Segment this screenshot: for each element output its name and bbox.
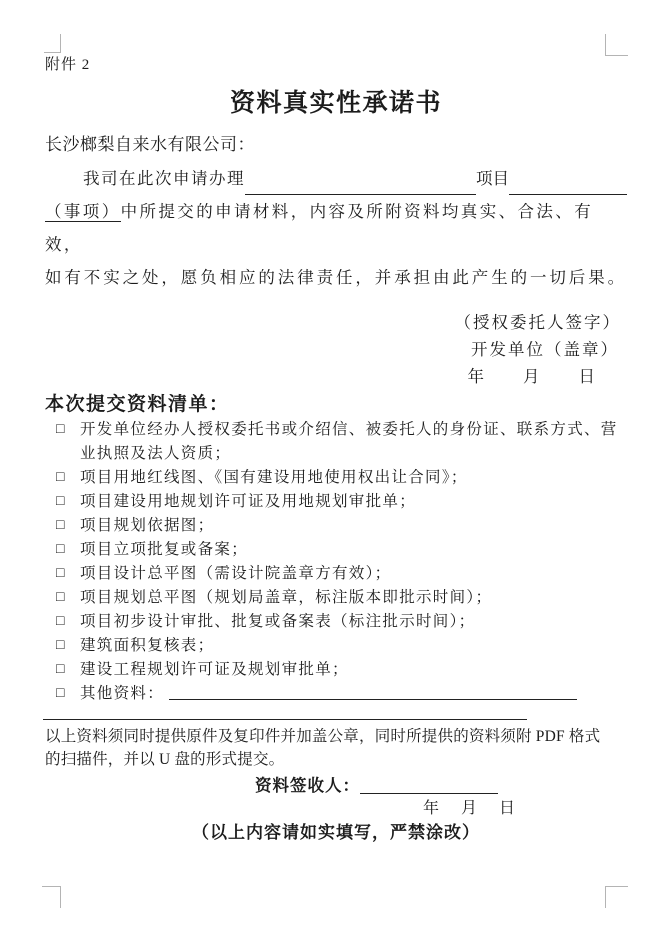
checklist-item (45, 490, 627, 514)
checklist-item-label: 项目规划总平图（规划局盖章，标注版本即批示时间）； (80, 589, 493, 606)
project-label: 项目 (476, 169, 509, 188)
checkbox-icon: □ (56, 566, 65, 581)
checkbox-icon: □ (56, 638, 65, 653)
intro-paragraph (45, 162, 627, 294)
checklist-item (45, 514, 627, 538)
checklist-item-label: 项目设计总平图（需设计院盖章方有效）； (80, 565, 392, 582)
signature-block (45, 309, 627, 390)
signature-date-line: 年 月 日 (467, 367, 597, 386)
developer-seal-line: 开发单位（盖章） (471, 340, 619, 359)
other-materials-label: 其他资料： (80, 685, 165, 702)
checkbox-icon: □ (56, 518, 65, 533)
crop-mark-bottom-right (605, 886, 628, 908)
crop-mark-top-left (44, 34, 61, 53)
intro-line-2 (45, 195, 627, 261)
checklist-item-label: 建筑面积复核表； (80, 637, 215, 654)
checkbox-icon: □ (56, 614, 65, 629)
document-title: 资料真实性承诺书 (229, 89, 442, 117)
salutation: 长沙榔梨自来水有限公司： (45, 135, 255, 154)
checklist-item-label: 项目建设用地规划许可证及用地规划审批单； (80, 493, 417, 510)
intro-lead-text: 我司在此次申请办理 (83, 169, 245, 188)
intro-line-2-text: 中所提交的申请材料，内容及所附资料均真实、合法、有效， (45, 202, 594, 254)
checkbox-icon: □ (56, 494, 65, 509)
checkbox-icon: □ (56, 590, 65, 605)
attachment-label: 附件 2 (45, 57, 91, 73)
checklist-item-label: 开发单位经办人授权委托书或介绍信、被委托人的身份证、联系方式、营业执照及法人资质； (80, 421, 618, 462)
checklist-item-label: 建设工程规划许可证及规划审批单； (80, 661, 349, 678)
checklist-item-label: 项目立项批复或备案； (80, 541, 249, 558)
checkbox-icon: □ (56, 662, 65, 677)
authorized-agent-line: （授权委托人签字） (454, 313, 621, 332)
checkbox-icon: □ (56, 542, 65, 557)
checklist-item (45, 418, 627, 466)
project-type-blank (509, 162, 627, 195)
checklist-item-label: 项目规划依据图； (80, 517, 215, 534)
project-name-blank (245, 162, 476, 195)
checklist-item-label: 项目初步设计审批、批复或备案表（标注批示时间）； (80, 613, 476, 630)
checkbox-icon: □ (56, 470, 65, 485)
item-label-underlined: （事项） (45, 202, 121, 221)
crop-mark-top-right (605, 34, 628, 56)
checklist-item (45, 586, 627, 610)
crop-mark-bottom-left (42, 886, 61, 908)
checklist-item (45, 610, 627, 634)
checklist-item-other (45, 682, 627, 706)
receiver-date-line: 年 月 日 (423, 800, 519, 817)
checklist-item (45, 466, 627, 490)
receiver-name-blank (360, 776, 498, 794)
checklist-item (45, 634, 627, 658)
other-materials-blank-continuation (43, 706, 527, 720)
checklist-heading: 本次提交资料清单： (45, 394, 230, 415)
checkbox-icon: □ (56, 686, 65, 701)
page-content (45, 55, 627, 845)
checklist-item (45, 562, 627, 586)
checklist-item (45, 658, 627, 682)
intro-line-1 (45, 162, 627, 195)
checklist-item-label: 项目用地红线图、《国有建设用地使用权出让合同》； (80, 469, 468, 486)
submission-note-line-2: 的扫描件，并以 U 盘的形式提交。 (45, 751, 285, 768)
checklist-item (45, 538, 627, 562)
checkbox-icon: □ (56, 422, 65, 437)
other-materials-blank (169, 683, 577, 700)
receiver-line (255, 773, 627, 798)
submission-note (45, 725, 627, 771)
warning-note: （以上内容请如实填写，严禁涂改） (192, 823, 480, 842)
intro-line-3: 如有不实之处，愿负相应的法律责任，并承担由此产生的一切后果。 (45, 268, 627, 287)
submission-note-line-1: 以上资料须同时提供原件及复印件并加盖公章，同时所提供的资料须附 PDF 格式 (45, 728, 601, 745)
receiver-label: 资料签收人： (255, 776, 360, 795)
